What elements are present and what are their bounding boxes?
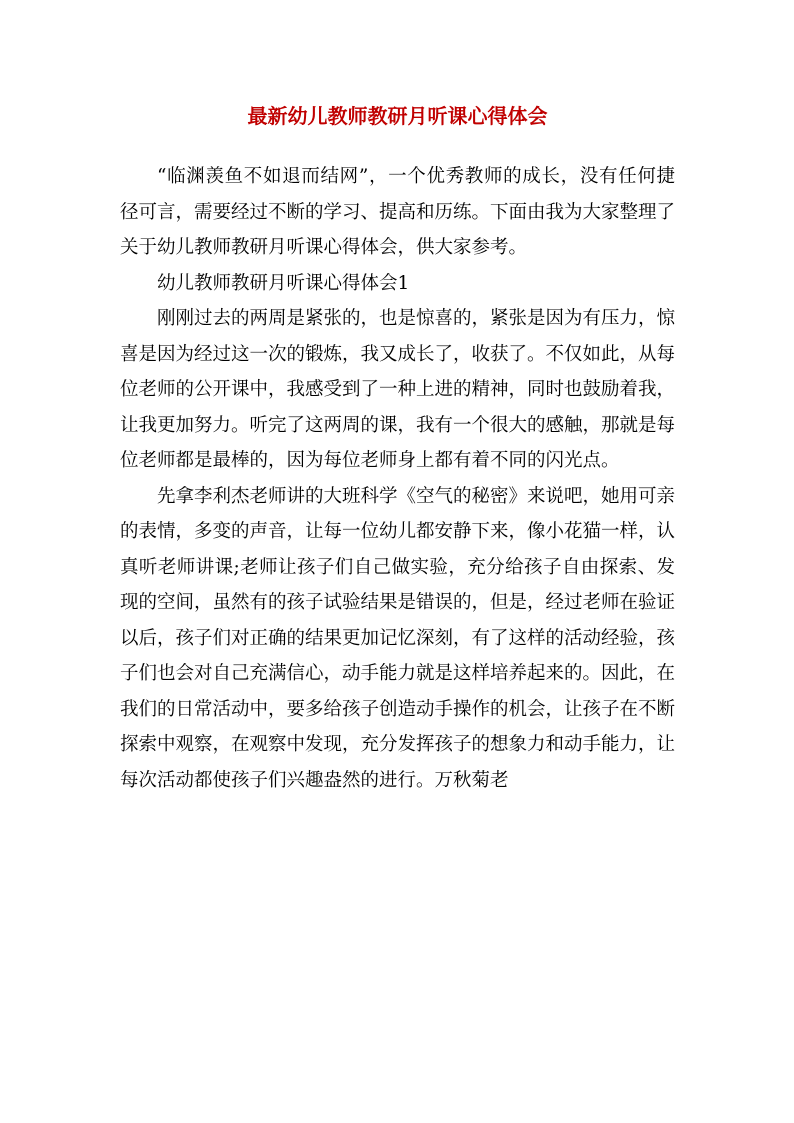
intro-paragraph: “临渊羡鱼不如退而结网”，一个优秀教师的成长，没有任何捷径可言，需要经过不断的学习、提高和历练。下面由我为大家整理了关于幼儿教师教研月听课心得体会，供大家参考。 (120, 166, 676, 258)
document-title: 最新幼儿教师教研月听课心得体会 (247, 104, 548, 128)
body-paragraph-1: 刚刚过去的两周是紧张的，也是惊喜的，紧张是因为有压力，惊喜是因为经过这一次的锻炼，我又成长了，收获了。不仅如此，从每位老师的公开课中，我感受到了一种上进的精神，同时也鼓励着我，让我更加努力。听完了这两周的课，我有一个很大的感触，那就是每位老师都是最棒的，因为每位老师身上都有着不同的闪光点。 (120, 308, 676, 471)
body-paragraph-2: 先拿李利杰老师讲的大班科学《空气的秘密》来说吧，她用可亲的表情，多变的声音，让每一位幼儿都安静下来，像小花猫一样，认真听老师讲课;老师让孩子们自己做实验，充分给孩子自由探索、发现的空间，虽然有的孩子试验结果是错误的，但是，经过老师在验证以后，孩子们对正确的结果更加记忆深刻，有了这样的活动经验，孩子们也会对自己充满信心，动手能力就是这样培养起来的。因此，在我们的日常活动中，要多给孩子创造动手操作的机会，让孩子在不断探索中观察，在观察中发现，充分发挥孩子的想象力和动手能力，让每次活动都使孩子们兴趣盎然的进行。万秋菊老 (120, 485, 676, 791)
section-heading: 幼儿教师教研月听课心得体会1 (157, 272, 410, 294)
document-page (120, 100, 675, 798)
